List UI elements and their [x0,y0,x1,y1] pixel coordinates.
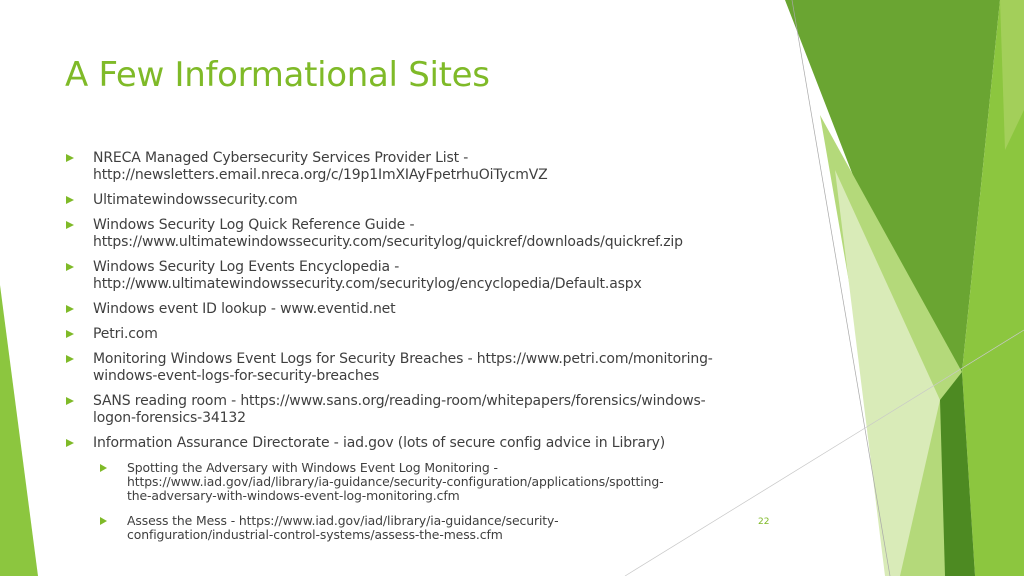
list-item-link[interactable]: Ultimatewindowssecurity.com [93,192,298,208]
triangle-right-bullet-icon [100,517,107,525]
list-item-text: NRECA Managed Cybersecurity Services Provider List - [93,150,469,166]
left-facet [0,285,38,576]
triangle-right-bullet-icon [66,263,74,271]
list-item-text: Information Assurance Directorate - iad.gov (lots of secure config advice in Library) [93,435,666,451]
list-item [66,435,766,452]
list-item [66,351,766,385]
sub-list-item-text: Assess the Mess - https://www.iad.gov/iad/library/ia-guidance/security- [127,513,559,528]
triangle-right-bullet-icon [66,305,74,313]
sub-list-item-link-continued[interactable]: the-adversary-with-windows-event-log-monitoring.cfm [127,488,460,503]
sub-list-item-link[interactable]: https://www.iad.gov/iad/library/ia-guidance/security-configuration/applications/spotting- [127,474,664,489]
triangle-right-bullet-icon [66,221,74,229]
triangle-right-bullet-icon [100,464,107,472]
list-item-text-continued: windows-event-logs-for-security-breaches [93,368,380,384]
triangle-right-bullet-icon [66,330,74,338]
list-item-text: Windows Security Log Quick Reference Guide - [93,217,415,233]
list-item-link[interactable]: http://www.ultimatewindowssecurity.com/securitylog/encyclopedia/Default.aspx [93,276,642,292]
list-item-text: Windows Security Log Events Encyclopedia - [93,259,400,275]
sub-list-item-link-continued[interactable]: configuration/industrial-control-systems/assess-the-mess.cfm [127,527,503,542]
sub-list-item [100,461,766,503]
triangle-right-bullet-icon [66,439,74,447]
triangle-right-bullet-icon [66,355,74,363]
triangle-right-bullet-icon [66,154,74,162]
list-item [66,192,766,209]
list-item [66,150,766,184]
list-item-text: Windows event ID lookup - www.eventid.net [93,301,396,317]
triangle-right-bullet-icon [66,397,74,405]
list-item-link[interactable]: https://www.ultimatewindowssecurity.com/securitylog/quickref/downloads/quickref.zip [93,234,683,250]
list-item-text-continued: logon-forensics-34132 [93,410,246,426]
list-item [66,326,766,343]
list-item [66,301,766,318]
list-item [66,393,766,427]
page-number: 22 [758,517,770,527]
list-item-link[interactable]: Petri.com [93,326,158,342]
list-item [66,259,766,293]
list-item-text: Monitoring Windows Event Logs for Security Breaches - https://www.petri.com/monitoring- [93,351,713,367]
bullet-list [66,150,766,553]
list-item-link[interactable]: http://newsletters.email.nreca.org/c/19p1ImXIAyFpetrhuOiTycmVZ [93,167,548,183]
sub-list-item [100,514,766,542]
list-item [66,217,766,251]
page-title: A Few Informational Sites [65,55,490,95]
triangle-right-bullet-icon [66,196,74,204]
sub-list-item-text: Spotting the Adversary with Windows Event Log Monitoring - [127,460,498,475]
list-item-text: SANS reading room - https://www.sans.org/reading-room/whitepapers/forensics/windows- [93,393,706,409]
